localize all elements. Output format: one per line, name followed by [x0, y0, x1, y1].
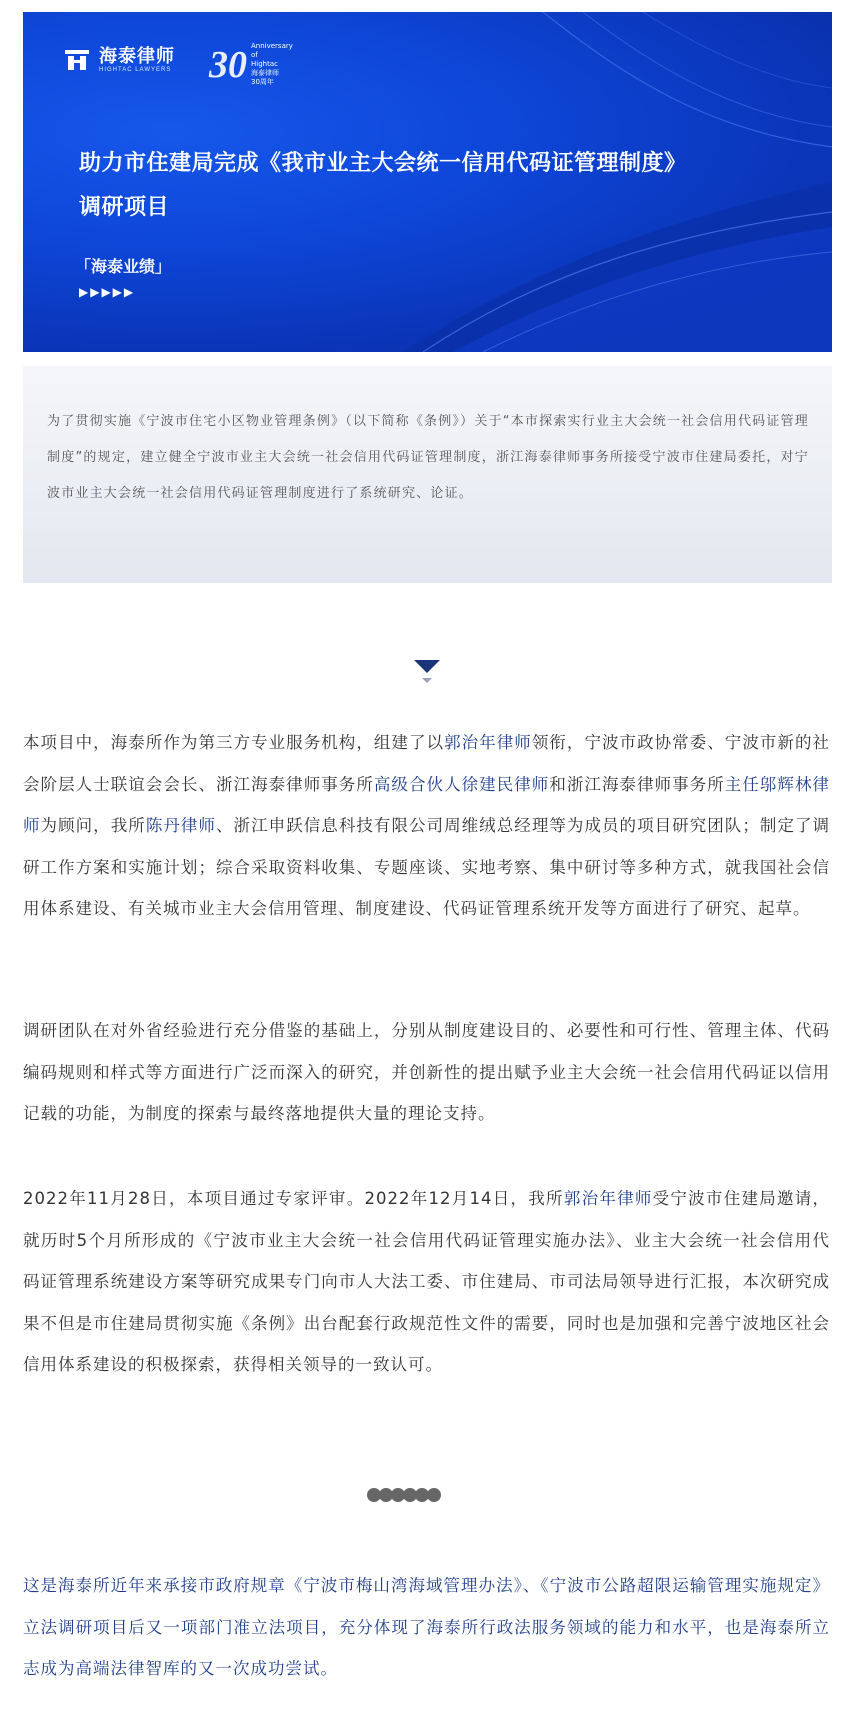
- brand-logo: [63, 46, 175, 74]
- p3-text-a: 2022年11月28日，本项目通过专家评审。2022年12月14日，我所: [23, 1189, 564, 1208]
- header-banner: [23, 12, 832, 352]
- p1-text-c: 领衔，宁波市政协常委、宁波市新的社会阶层人士联谊会会长、浙江海泰律师事务所: [23, 733, 831, 794]
- lawyer-guo-zhinian-2: 郭治年律师: [563, 1189, 653, 1208]
- p3-text-c: 受宁波市住建局邀请，就历时5个月所形成的《宁波市业主大会统一社会信用代码证管理实施办法》、业主大会统一社会信用代码证管理系统建设方案等研究成果专门向市人大法工委、市住建局、市司法局领导进行汇报，本次研究成果不但是市住建局贯彻实施《条例》出台配套行政规范性文件的需要，同时也是加强和完善宁波地区社会信用体系建设的积极探索，获得相关领导的一致认可。: [23, 1189, 831, 1374]
- title-line-1: 助力市住建局完成《我市业主大会统一信用代码证管理制度》: [79, 151, 687, 176]
- lawyer-guo-zhinian: 郭治年律师: [444, 733, 532, 752]
- intro-box: [23, 366, 832, 583]
- anniversary-text-cn: 海泰律师 30周年: [251, 69, 279, 86]
- hightac-logo-icon: [63, 46, 91, 74]
- category-tag: 「海泰业绩」: [75, 257, 172, 276]
- lawyer-xu-jianmin: 高级合伙人徐建民律师: [373, 774, 550, 794]
- brand-subtitle: HIGHTAC LAWYERS: [99, 67, 172, 73]
- paragraph-project-team: [23, 722, 830, 930]
- intro-text: 为了贯彻实施《宁波市住宅小区物业管理条例》（以下简称《条例》）关于“本市探索实行业主大会统一社会信用代码证管理制度”的规定，建立健全宁波市业主大会统一社会信用代码证管理制度，浙江海泰律师事务所接受宁波市住建局委托，对宁波市业主大会统一社会信用代码证管理制度进行了系统研究、论证。: [47, 414, 809, 501]
- title-line-2: 调研项目: [79, 195, 170, 220]
- p1-text-i: 、浙江申跃信息科技有限公司周维绒总经理等为成员的项目研究团队；制定了调研工作方案和实施计划；综合采取资料收集、专题座谈、实地考察、集中研讨等多种方式，就我国社会信用体系建设、有关城市业主大会信用管理、制度建设、代码证管理系统开发等方面进行了研究、起草。: [23, 816, 831, 918]
- arrow-decoration: ▶▶▶▶▶: [79, 285, 136, 299]
- anniversary-text-en: Anniversary of Hightac: [251, 42, 293, 68]
- anniversary-number: 30: [209, 43, 247, 86]
- p1-text-e: 和浙江海泰律师事务所: [549, 774, 725, 794]
- paragraph-review: [23, 1178, 830, 1386]
- lawyer-chen-dan: 陈丹律师: [145, 816, 217, 835]
- dots-divider-icon: [366, 1485, 456, 1505]
- anniversary-badge: [209, 42, 293, 87]
- brand-name: 海泰律师: [99, 46, 175, 67]
- p1-text-g: 为顾问，我所: [40, 816, 146, 835]
- page-title: [79, 142, 799, 230]
- paragraph-research: 调研团队在对外省经验进行充分借鉴的基础上，分别从制度建设目的、必要性和可行性、管理主体、代码编码规则和样式等方面进行广泛而深入的研究，并创新性的提出赋予业主大会统一社会信用代码证以信用记载的功能，为制度的探索与最终落地提供大量的理论支持。: [23, 1021, 830, 1123]
- paragraph-conclusion: 这是海泰所近年来承接市政府规章《宁波市梅山湾海域管理办法》、《宁波市公路超限运输管理实施规定》立法调研项目后又一项部门准立法项目，充分体现了海泰所行政法服务领域的能力和水平，也是海泰所立志成为高端法律智库的又一次成功尝试。: [23, 1576, 830, 1678]
- p1-text-a: 本项目中，海泰所作为第三方专业服务机构，组建了以: [23, 733, 445, 752]
- triangle-down-icon: [414, 660, 440, 690]
- lawyer-wu-huilin: 主任邬辉林律师: [23, 774, 831, 835]
